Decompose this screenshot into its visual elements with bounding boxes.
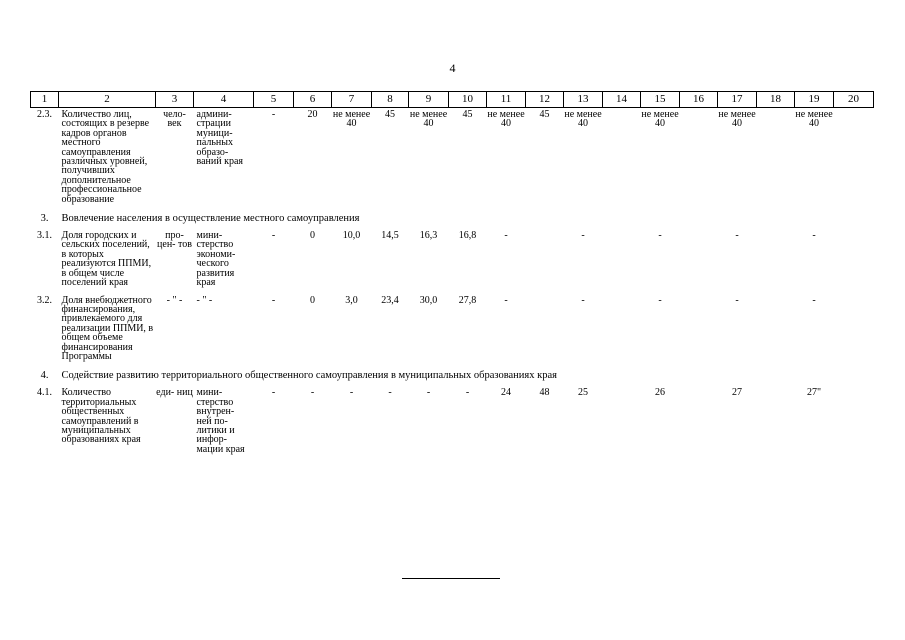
indicator-value bbox=[526, 294, 564, 368]
responsible-body: - " - bbox=[196, 294, 213, 306]
indicator-number: 2.3. bbox=[37, 109, 52, 120]
column-number-cell: 8 bbox=[372, 92, 409, 108]
indicator-value: - bbox=[271, 230, 276, 242]
indicator-value bbox=[834, 108, 874, 211]
indicator-value bbox=[680, 229, 718, 293]
column-number-cell: 16 bbox=[680, 92, 718, 108]
column-number-cell: 5 bbox=[254, 92, 294, 108]
indicator-value: - bbox=[349, 387, 354, 399]
indicator-value bbox=[603, 386, 641, 460]
responsible-body: админи- страции муници- пальных образо- ваний края bbox=[196, 109, 243, 168]
column-number-cell: 20 bbox=[834, 92, 874, 108]
indicator-value: 0 bbox=[310, 294, 315, 306]
column-number-cell: 10 bbox=[449, 92, 487, 108]
indicator-value: 14,5 bbox=[381, 230, 399, 242]
indicator-value: 26 bbox=[655, 387, 665, 399]
indicator-value: 0 bbox=[310, 230, 315, 242]
indicator-row bbox=[31, 229, 874, 293]
column-number-cell: 12 bbox=[526, 92, 564, 108]
column-number-cell: 7 bbox=[332, 92, 372, 108]
column-number-cell: 9 bbox=[409, 92, 449, 108]
indicator-value: 45 bbox=[539, 109, 550, 120]
column-number-cell: 11 bbox=[487, 92, 526, 108]
unit-of-measure: чело- век bbox=[163, 109, 186, 130]
indicator-value bbox=[834, 294, 874, 368]
indicator-value: 23,4 bbox=[381, 294, 399, 306]
indicator-value: - bbox=[735, 294, 739, 306]
indicator-value: 27 bbox=[732, 387, 742, 399]
indicator-value: не менее 40 bbox=[409, 109, 448, 130]
unit-of-measure: еди- ниц bbox=[156, 387, 193, 399]
indicator-value: не менее 40 bbox=[332, 109, 371, 130]
indicator-value bbox=[526, 229, 564, 293]
indicator-name: Количество территориальных общественных самоуправлений в муниципальных образованиях края bbox=[61, 387, 141, 446]
indicator-value: 48 bbox=[539, 387, 550, 399]
indicator-number: 4.1. bbox=[37, 387, 52, 399]
indicators-table bbox=[30, 91, 874, 460]
indicator-value: - bbox=[310, 387, 315, 399]
column-number-cell: 2 bbox=[59, 92, 156, 108]
responsible-body: мини- стерство экономи- ческого развития края bbox=[196, 230, 236, 289]
unit-of-measure: - " - bbox=[166, 294, 183, 306]
responsible-body: мини- стерство внутрен- ней по- литики и инфор- мации края bbox=[196, 387, 245, 455]
indicator-value: - bbox=[388, 387, 392, 399]
indicator-value: не менее 40 bbox=[795, 109, 833, 130]
indicator-value: 30,0 bbox=[419, 294, 438, 306]
column-number-cell: 15 bbox=[641, 92, 680, 108]
indicator-value: 20 bbox=[307, 109, 318, 120]
page-number: 4 bbox=[449, 61, 456, 75]
section-number: 4. bbox=[40, 370, 49, 382]
indicator-value bbox=[680, 386, 718, 460]
indicator-value bbox=[757, 229, 795, 293]
indicator-value: 10,0 bbox=[342, 230, 361, 242]
indicator-row bbox=[31, 294, 874, 368]
indicator-value bbox=[680, 294, 718, 368]
indicator-name: Доля внебюджетного финансирования, привлекаемого для реализации ППМИ, в общем объеме финансирования Программы bbox=[61, 294, 154, 362]
column-number-cell: 18 bbox=[757, 92, 795, 108]
indicator-value: не менее 40 bbox=[487, 109, 525, 130]
section-number: 3. bbox=[40, 213, 49, 225]
indicator-value: - bbox=[504, 230, 508, 242]
unit-of-measure: про- цен- тов bbox=[157, 230, 192, 251]
indicator-value: не менее 40 bbox=[718, 109, 756, 130]
indicator-value: - bbox=[504, 294, 508, 306]
indicator-value: - bbox=[271, 387, 276, 399]
indicator-value bbox=[757, 386, 795, 460]
section-row bbox=[31, 210, 874, 229]
indicator-value: 27" bbox=[806, 387, 822, 399]
indicator-value: - bbox=[581, 294, 585, 306]
indicator-value: 24 bbox=[501, 387, 511, 399]
indicator-value bbox=[757, 108, 795, 211]
indicator-value: 25 bbox=[578, 387, 588, 399]
column-number-cell: 3 bbox=[156, 92, 194, 108]
indicator-value bbox=[603, 229, 641, 293]
indicator-value: - bbox=[465, 387, 470, 399]
indicator-value: - bbox=[658, 294, 662, 306]
indicator-value: - bbox=[271, 109, 276, 120]
indicator-value bbox=[834, 229, 874, 293]
indicator-value: - bbox=[812, 294, 816, 306]
indicator-value: - bbox=[581, 230, 585, 242]
indicator-value: - bbox=[271, 294, 276, 306]
indicator-number: 3.2. bbox=[37, 294, 52, 306]
column-number-cell: 6 bbox=[294, 92, 332, 108]
indicator-value: 3,0 bbox=[345, 294, 358, 306]
indicator-value bbox=[834, 386, 874, 460]
section-title: Содействие развитию территориального общественного самоуправления в муниципальных образованиях края bbox=[61, 370, 557, 382]
indicator-value: не менее 40 bbox=[564, 109, 602, 130]
indicator-value: 45 bbox=[385, 109, 395, 120]
indicator-value: 45 bbox=[462, 109, 473, 120]
column-number-cell: 14 bbox=[603, 92, 641, 108]
indicator-number: 3.1. bbox=[37, 230, 52, 242]
indicator-value: 16,8 bbox=[458, 230, 477, 242]
indicator-value bbox=[603, 108, 641, 211]
indicator-value: - bbox=[812, 230, 816, 242]
indicator-value: - bbox=[426, 387, 431, 399]
indicator-value: 16,3 bbox=[419, 230, 438, 242]
indicator-row bbox=[31, 108, 874, 211]
section-title: Вовлечение населения в осуществление местного самоуправления bbox=[61, 213, 360, 225]
indicator-value: не менее 40 bbox=[641, 109, 679, 130]
indicator-value bbox=[603, 294, 641, 368]
indicator-value: 27,8 bbox=[458, 294, 477, 306]
indicator-name: Доля городских и сельских поселений, в которых реализуются ППМИ, в общем числе поселений края bbox=[61, 230, 152, 289]
indicator-value: - bbox=[735, 230, 739, 242]
indicator-name: Количество лиц, состоящих в резерве кадров органов местного самоуправления различных уровней, получивших дополнительное профессиональное образование bbox=[61, 109, 150, 205]
column-number-cell: 4 bbox=[194, 92, 254, 108]
column-number-cell: 1 bbox=[31, 92, 59, 108]
column-number-row bbox=[31, 92, 874, 108]
column-number-cell: 13 bbox=[564, 92, 603, 108]
indicator-row bbox=[31, 386, 874, 460]
section-row bbox=[31, 367, 874, 386]
footnote-divider bbox=[402, 578, 500, 579]
indicator-value bbox=[680, 108, 718, 211]
column-number-cell: 19 bbox=[795, 92, 834, 108]
indicator-value: - bbox=[658, 230, 662, 242]
indicator-value bbox=[757, 294, 795, 368]
column-number-cell: 17 bbox=[718, 92, 757, 108]
